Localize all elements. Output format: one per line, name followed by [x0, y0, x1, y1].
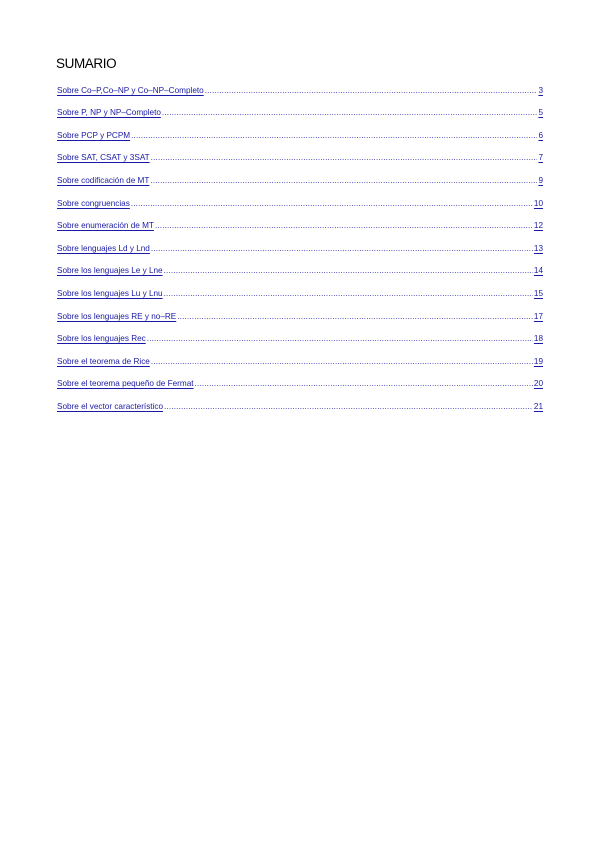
toc-page-number: 7	[538, 153, 543, 163]
toc-dot-leader	[195, 379, 533, 388]
toc-page-number: 20	[533, 379, 543, 389]
toc-entry[interactable]	[57, 97, 543, 120]
toc-entry-label: Sobre P, NP y NP–Completo	[57, 108, 161, 118]
toc-page-number: 14	[533, 266, 543, 276]
toc-entry-label: Sobre los lenguajes Le y Lne	[57, 266, 163, 276]
toc-page-number: 10	[533, 198, 543, 208]
toc-entry-label: Sobre el teorema de Rice	[57, 356, 150, 366]
toc-entry-label: Sobre Co–P,Co–NP y Co–NP–Completo	[57, 85, 204, 95]
toc-entry[interactable]	[57, 368, 543, 391]
toc-entry-label: Sobre el teorema pequeño de Fermat	[57, 379, 194, 389]
toc-entry[interactable]	[57, 300, 543, 323]
toc-dot-leader	[151, 244, 533, 253]
toc-title: SUMARIO	[56, 56, 117, 71]
toc-entry[interactable]	[57, 323, 543, 346]
toc-dot-leader	[164, 289, 533, 298]
toc-page-number: 21	[533, 401, 543, 411]
toc-entry-label: Sobre codificación de MT	[57, 175, 150, 185]
toc-dot-leader	[205, 86, 538, 95]
toc-dot-leader	[164, 402, 533, 411]
toc-dot-leader	[147, 334, 533, 343]
toc-entry[interactable]	[57, 164, 543, 187]
toc-dot-leader	[177, 312, 533, 321]
toc-entry[interactable]	[57, 119, 543, 142]
toc-entry[interactable]	[57, 187, 543, 210]
toc-entry[interactable]	[57, 142, 543, 165]
toc-dot-leader	[164, 266, 533, 275]
toc-dot-leader	[151, 153, 538, 162]
toc-entry-label: Sobre los lenguajes Rec	[57, 334, 146, 344]
toc-entry[interactable]	[57, 74, 543, 97]
toc-entry-label: Sobre congruencias	[57, 198, 130, 208]
toc-page-number: 3	[538, 85, 543, 95]
toc-dot-leader	[131, 199, 533, 208]
toc-entry[interactable]	[57, 345, 543, 368]
toc-entry-label: Sobre los lenguajes Lu y Lnu	[57, 288, 163, 298]
toc-entry[interactable]	[57, 210, 543, 233]
toc-entry[interactable]	[57, 277, 543, 300]
toc-entry[interactable]	[57, 232, 543, 255]
toc-dot-leader	[151, 357, 533, 366]
toc-page-number: 12	[533, 221, 543, 231]
toc-page-number: 19	[533, 356, 543, 366]
toc-entry-label: Sobre PCP y PCPM	[57, 130, 131, 140]
toc-entry-label: Sobre enumeración de MT	[57, 221, 154, 231]
toc-page-number: 9	[538, 175, 543, 185]
toc-page-number: 6	[538, 130, 543, 140]
toc-page-number: 17	[533, 311, 543, 321]
toc-dot-leader	[150, 176, 537, 185]
toc-entry[interactable]	[57, 255, 543, 278]
toc-page-number: 5	[538, 108, 543, 118]
toc-entry-label: Sobre lenguajes Ld y Lnd	[57, 243, 150, 253]
toc-page-number: 13	[533, 243, 543, 253]
toc-entry-label: Sobre los lenguajes RE y no–RE	[57, 311, 177, 321]
toc-entry-label: Sobre el vector característico	[57, 401, 164, 411]
toc-entry-label: Sobre SAT, CSAT y 3SAT	[57, 153, 150, 163]
toc-page-number: 15	[533, 288, 543, 298]
toc-dot-leader	[131, 131, 537, 140]
toc-entry[interactable]	[57, 390, 543, 413]
toc-dot-leader	[155, 221, 533, 230]
toc-page-number: 18	[533, 334, 543, 344]
table-of-contents	[57, 74, 543, 413]
toc-dot-leader	[162, 108, 538, 117]
